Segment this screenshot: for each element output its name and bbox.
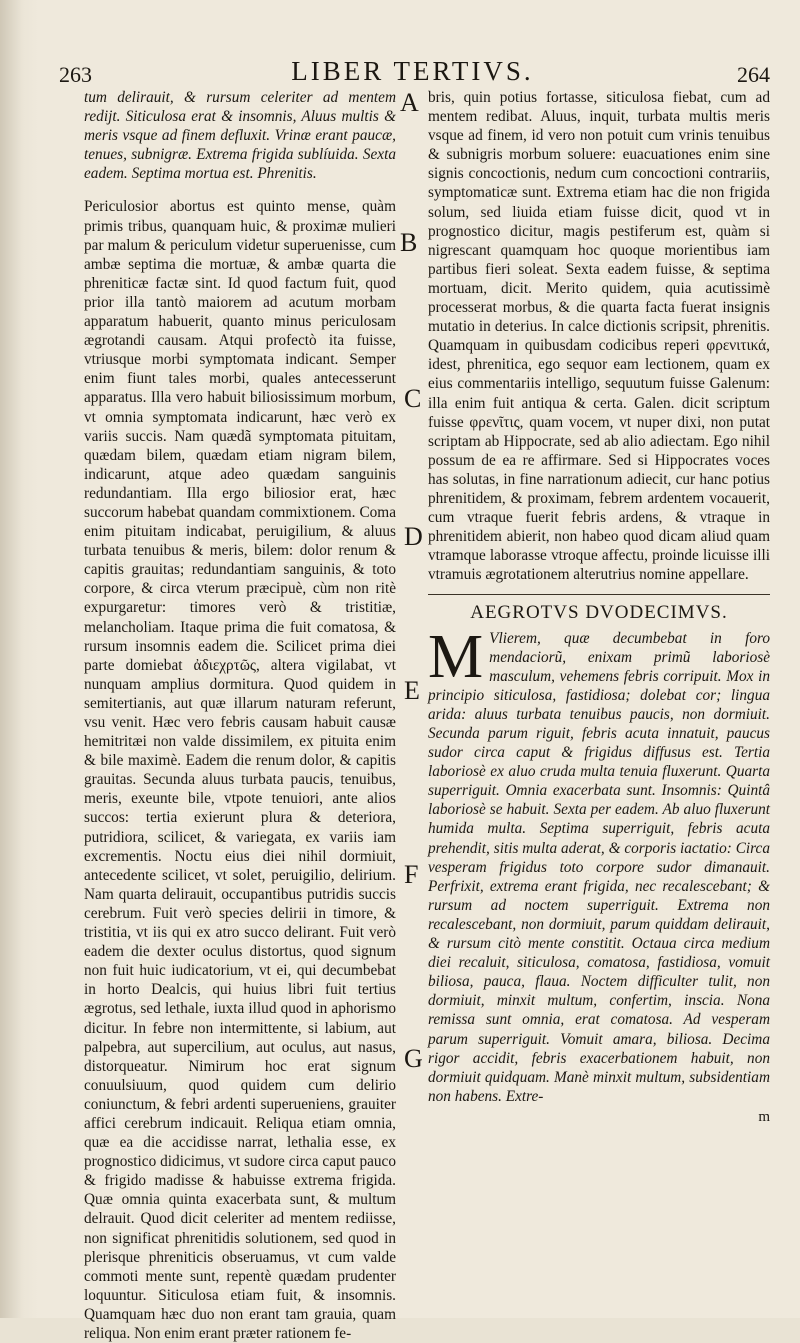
- left-column: [84, 88, 396, 1343]
- running-title: LIBER TERTIVS.: [291, 56, 534, 86]
- paragraph-gap: [84, 183, 396, 197]
- commentary-continuation: bris, quin potius fortasse, siticulosa fiebat, cum ad mentem redibat. Aluus, inquit, turbata multis meris vsque ad finem, id vero non potuit cum vrinis tenuibus & subnigris morbum soluere: euacuationes enim sine signis concoctionis, nedum cum concoctioni contrariis, symptomaticæ sunt. Extrema etiam hac die non frigida solum, sed liuida etiam fuisse dicit, quod vt in prognostico dicitur, magis pestiferum est, quàm si nigrescant quamquam hoc quoque morientibus iam partibus fieri soleat. Sexta eadem fuisse, & septima mortuam, dicit. Merito quidem, quia acutissimè processerat morbus, & die quarta facta fuerat insignis mutatio in deterius. In calce dictionis scripsit, phrenitis. Quamquam in quibusdam codicibus reperi φρενιτικά, idest, phrenitica, ego sequor eam lectionem, quam ex eius commentariis intelligo, sequutum fuisse Galenum: illa enim fuit antiqua & certa. Galen. dicit scriptum fuisse φρενῖτις, quam vocem, vt nuper dixi, non putat scriptam ab Hippocrate, sed ab alio adiectam. Ego nihil possum de ea re affirmare. Sed si Hippocrates voces has solutas, in fine narrationum adiecit, cur hanc potius phrenitidem, & proximam, febrem ardentem vocauerit, cum vtraque fuerit febris ardens, & vtraque in phrenitidem abierit, non habeo quod dicam aliud quam vtramque laborasse vtroque affectu, proinde licuisse illi vtramuis ægrotationem alterutrius nomine appellare.: [428, 89, 770, 584]
- page-number-right: 264: [737, 62, 770, 87]
- section-title: AEGROTVS DVODECIMVS.: [470, 602, 728, 624]
- page-gutter-shadow: [0, 0, 38, 1318]
- drop-cap: M: [428, 622, 484, 691]
- margin-letter-g: G: [404, 1044, 423, 1073]
- margin-letter-b: B: [400, 228, 418, 257]
- case-text-continuation: tum delirauit, & rursum celeriter ad mentem redijt. Siticulosa erat & insomnis, Aluus multis & meris vsque ad finem defluxit. Vrinæ erant paucæ, tenues, subnigræ. Extrema frigida sublíuida. Sexta eadem. Septima mortua est. Phrenitis.: [84, 89, 396, 183]
- margin-letter-a: A: [400, 88, 419, 117]
- margin-letter-c: C: [404, 384, 422, 413]
- case-twelve-body: Vlierem, quæ decumbebat in foro mendaciorũ, enixam primũ laboriosè masculum, vehemens febris corripuit. Mox in principio siticulosa, fastidiosa; dolebat cor; lingua arida: aluus turbata tenuibus paucis, non dormiuit. Secunda parum riguit, febris acuta innatuit, paucus sudor circa caput & frigidus diffusus est. Tertia laboriosè ex aluo cruda multa tenuia fluxerunt. Quarta superriguit. Omnia exacerbata sunt. Insomnis: Quintâ laboriosè se habuit. Sexta per eadem. Ab aluo fluxerunt humida multa. Septima superriguit, febris acuta prehendit, sitis multa aderat, & corporis iactatio: Circa vesperam frigidus toto corpore sudor dimanauit. Perfrixit, extrema erant frigida, nec recalescebant; & rursum ad noctem superriguit. Extrema non recalescebant, non dormiuit, parum quiddam delirauit, & rursum citò mente constitit. Octaua circa medium diei recaluit, siticulosa, comatosa, fastidiosa, vomuit biliosa, pauca, flaua. Noctem difficulter tulit, non dormiuit, minxit multum, confertim, inscia. Nona remissa sunt omnia, erat comatosa. Ad vesperam parum superriguit. Vomuit amara, biliosa. Decima rigor accidit, febris exacerbationem habuit, non dormiuit quidquam. Manè minxit multum, subsidentiam non habens. Extre-: [428, 629, 770, 1105]
- case-twelve-text: [428, 622, 770, 1106]
- margin-letter-d: D: [404, 522, 423, 551]
- right-column: [428, 88, 770, 1127]
- section-divider: [428, 594, 770, 595]
- margin-letter-f: F: [404, 860, 419, 889]
- margin-letter-e: E: [404, 676, 420, 705]
- commentary-paragraph: Periculosior abortus est quinto mense, quàm primis tribus, quanquam huic, & proximæ mulieri par malum & periculum videtur superuenisse, cum ambæ septima die mortuæ, & ambæ quarta die phreniticæ factæ sint. Id quod factum fuit, quod prior illa tantò maiorem ad acutum morbam apparatum habuerit, quanto minus periculosam ægrotandi causam. Atqui profectò ita fuisse, vtriusque morbi symptomata indicant. Semper enim fiunt tales morbi, quales antecesserunt apparatus. Illa vero habuit biliosissimum morbum, vt omnia symptomata indicarunt, hæc verò ex variis succis. Nam quædã symptomata pituitam, quædam bilem, quædam etiam nigram bilem, indicarunt, atque adeo quædam sanguinis redundantiam. Illa ergo biliosior erat, hæc succorum habebat quandam commixtionem. Coma enim pituitam indicabat, peruigilium, & aluus turbata tenuibus & meris, bilem: dolor renum & capitis grauitas; redundantiam sanguinis, & toto corpore, & circa vterum præcipuè, cùm non ritè expurgaretur: timores verò & tristitiæ, melancholiam. Itaque prima die fuit comatosa, & rursum insomnis eadem die. Scilicet prima diei parte domiebat ἀδιεχρτῶς, altera vigilabat, vt nunquam amplius dormitura. Quod quidem in semitertianis, aut quæ illarum naturam referunt, vsu venit. Hæc vero febris causam habuit causæ hemitritæi non valde dissimilem, ex pituita enim & bile maximè. Eadem die renum dolor, & capitis grauitas. Secunda aluus turbata paucis, tenuibus, meris, exeunte bile, vtpote tenuiori, ante alios succos: tertia exierunt plura & deteriora, putridiora, scilicet, & variegata, ex variis iam excrementis. Noctu eius diei nihil dormiuit, antecedente scilicet, vt solet, peruigilio, delirium. Nam quarta delirauit, occupantibus putridis succis cerebrum. Fuit verò species delirii in timore, & tristitia, vt iis qui ex atro succo delirant. Fuit verò eadem die dexter oculus distortus, quod signum non fuit huic iudicatorium, vt ei, qui decumbebat in horto Dealcis, qui huius libri fuit tertius ægrotus, sed lethale, iuxta illud quod in aphorismo dicitur. In febre non intermittente, si labium, aut palpebra, aut supercilium, aut oculus, aut nasus, distorqueatur. Nimirum hoc erat signum conuulsiuum, quod quidem cum delirio coniunctum, & febri ardenti superueniens, grauiter affici cerebrum indicauit. Reliqua etiam omnia, quæ ea die accidisse narrat, lethalia esse, ex prognostico didicimus, vt sudore circa caput pauco & frigido madisse & habuisse extrema frigida. Quæ omnia quinta exacerbata sunt, & multum delrauit. Quod dicit celeriter ad mentem rediisse, non significat phrenitidis solutionem, sed quod in plerisque phreniticis obseruamus, vt cum valde commoti mente sunt, repentè quædam prudenter loquuntur. Siticulosa etiam fuit, & insomnis. Quamquam hæc duo non erant tam grauia, quam reliqua. Non enim erant præter rationem fe-: [84, 198, 396, 1342]
- running-head: [55, 56, 770, 90]
- catchword: m: [758, 1108, 770, 1125]
- page-number-left: 263: [59, 62, 92, 87]
